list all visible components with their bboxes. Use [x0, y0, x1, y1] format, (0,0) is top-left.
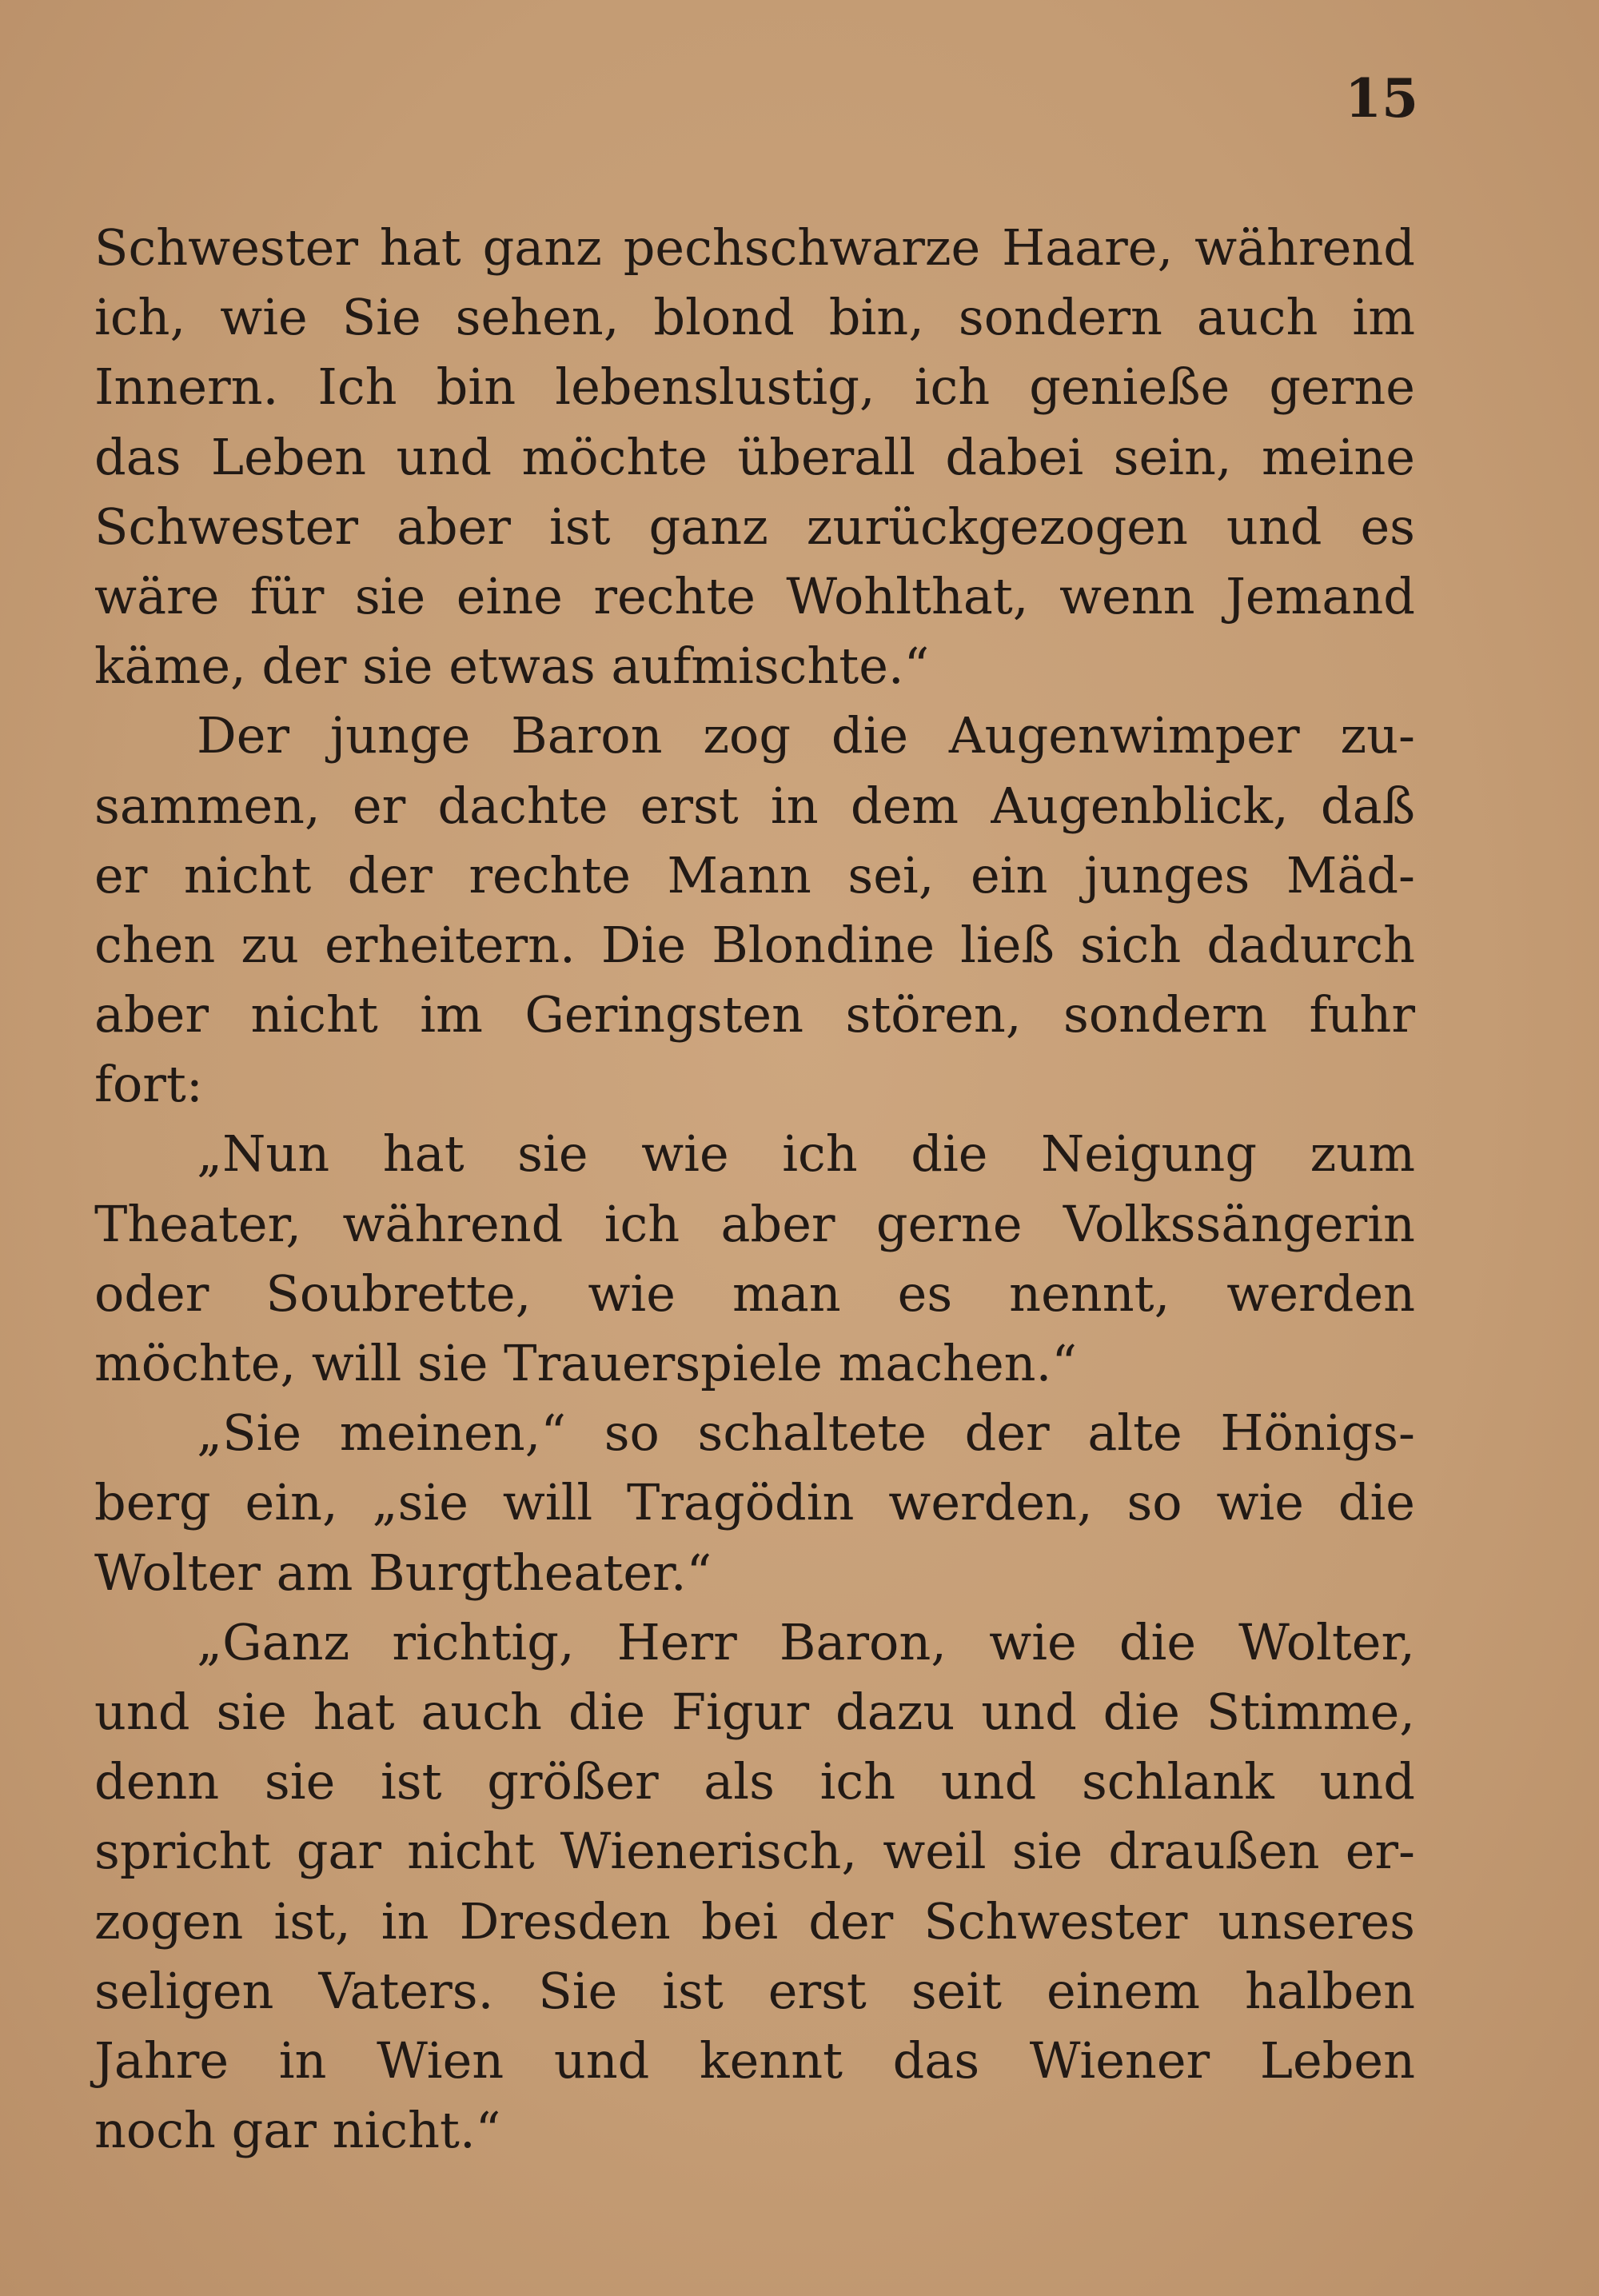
- text-line: er nicht der rechte Mann sei, ein junges Mäd-: [94, 845, 1415, 904]
- text-line: aber nicht im Geringsten stören, sondern fuhr: [94, 985, 1415, 1044]
- text-line: „Nun hat sie wie ich die Neigung zum: [197, 1124, 1415, 1184]
- text-line: sammen, er dachte erst in dem Augenblick, daß: [94, 776, 1415, 835]
- text-line: noch gar nicht.“: [94, 2101, 501, 2160]
- text-line: oder Soubrette, wie man es nennt, werden: [94, 1264, 1415, 1323]
- text-line: Jahre in Wien und kennt das Wiener Leben: [94, 2030, 1415, 2090]
- text-line: ich, wie Sie sehen, blond bin, sondern auch im: [94, 288, 1415, 347]
- text-line: fort:: [94, 1055, 203, 1114]
- text-line: denn sie ist größer als ich und schlank und: [94, 1752, 1415, 1811]
- text-line: Schwester hat ganz pechschwarze Haare, während: [94, 218, 1415, 277]
- text-line: Der junge Baron zog die Augenwimper zu-: [197, 706, 1415, 765]
- text-line: wäre für sie eine rechte Wohlthat, wenn Jemand: [94, 566, 1415, 625]
- body-text: [94, 213, 1415, 2165]
- text-line: „Ganz richtig, Herr Baron, wie die Wolter,: [197, 1612, 1415, 1671]
- text-line: zogen ist, in Dresden bei der Schwester unseres: [94, 1891, 1415, 1951]
- text-line: käme, der sie etwas aufmischte.“: [94, 637, 930, 696]
- text-line: Schwester aber ist ganz zurückgezogen und es: [94, 497, 1415, 556]
- text-line: berg ein, „sie will Tragödin werden, so wie die: [94, 1473, 1415, 1532]
- text-line: Theater, während ich aber gerne Volkssängerin: [94, 1194, 1415, 1253]
- text-line: seligen Vaters. Sie ist erst seit einem halben: [94, 1961, 1415, 2020]
- text-line: das Leben und möchte überall dabei sein, meine: [94, 427, 1415, 486]
- text-line: und sie hat auch die Figur dazu und die Stimme,: [94, 1682, 1415, 1741]
- text-line: Innern. Ich bin lebenslustig, ich genieße gerne: [94, 357, 1415, 417]
- text-line: spricht gar nicht Wienerisch, weil sie draußen er-: [94, 1822, 1415, 1881]
- page-number: 15: [1345, 67, 1418, 130]
- text-line: möchte, will sie Trauerspiele machen.“: [94, 1334, 1078, 1392]
- text-line: „Sie meinen,“ so schaltete der alte Hönigs-: [197, 1404, 1415, 1463]
- text-line: chen zu erheitern. Die Blondine ließ sich dadurch: [94, 915, 1415, 974]
- text-line: Wolter am Burgtheater.“: [94, 1543, 712, 1602]
